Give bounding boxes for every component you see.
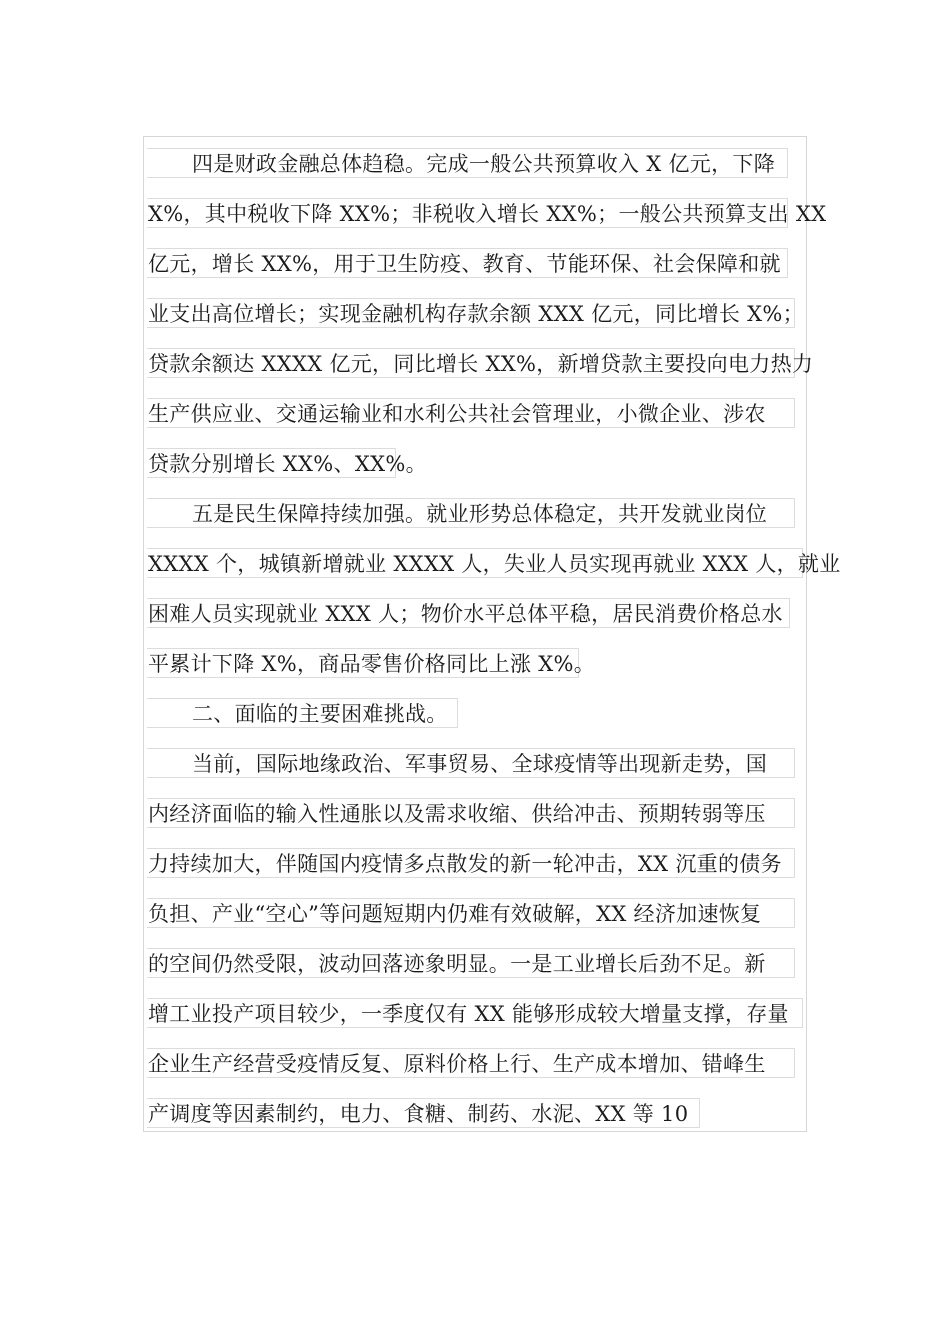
paragraph-line: X%，其中税收下降 XX%；非税收入增长 XX%；一般公共预算支出 XX bbox=[147, 198, 788, 228]
paragraph-line: 困难人员实现就业 XXX 人；物价水平总体平稳，居民消费价格总水 bbox=[147, 598, 790, 628]
paragraph-line: 产调度等因素制约，电力、食糖、制药、水泥、XX 等 10 bbox=[147, 1098, 700, 1128]
paragraph-line: 力持续加大，伴随国内疫情多点散发的新一轮冲击，XX 沉重的债务 bbox=[147, 848, 795, 878]
paragraph-line: 生产供应业、交通运输业和水利公共社会管理业，小微企业、涉农 bbox=[147, 398, 795, 428]
paragraph-line: 负担、产业“空心”等问题短期内仍难有效破解，XX 经济加速恢复 bbox=[147, 898, 795, 928]
paragraph-line: 四是财政金融总体趋稳。完成一般公共预算收入 X 亿元，下降 bbox=[147, 148, 788, 178]
paragraph-line: 平累计下降 X%，商品零售价格同比上涨 X%。 bbox=[147, 648, 579, 678]
paragraph-line: 业支出高位增长；实现金融机构存款余额 XXX 亿元，同比增长 X%； bbox=[147, 298, 795, 328]
paragraph-line: 内经济面临的输入性通胀以及需求收缩、供给冲击、预期转弱等压 bbox=[147, 798, 795, 828]
document-page bbox=[143, 136, 807, 1132]
section-heading: 二、面临的主要困难挑战。 bbox=[147, 698, 458, 728]
paragraph-line: 企业生产经营受疫情反复、原料价格上行、生产成本增加、错峰生 bbox=[147, 1048, 795, 1078]
paragraph-line: 的空间仍然受限，波动回落迹象明显。一是工业增长后劲不足。新 bbox=[147, 948, 795, 978]
paragraph-line: 五是民生保障持续加强。就业形势总体稳定，共开发就业岗位 bbox=[147, 498, 795, 528]
paragraph-line: 亿元，增长 XX%，用于卫生防疫、教育、节能环保、社会保障和就 bbox=[147, 248, 788, 278]
paragraph-line: 增工业投产项目较少，一季度仅有 XX 能够形成较大增量支撑，存量 bbox=[147, 998, 803, 1028]
paragraph-line: 贷款分别增长 XX%、XX%。 bbox=[147, 448, 396, 478]
paragraph-line: 当前，国际地缘政治、军事贸易、全球疫情等出现新走势，国 bbox=[147, 748, 795, 778]
paragraph-line: XXXX 个，城镇新增就业 XXXX 人，失业人员实现再就业 XXX 人，就业 bbox=[147, 548, 803, 578]
paragraph-line: 贷款余额达 XXXX 亿元，同比增长 XX%，新增贷款主要投向电力热力 bbox=[147, 348, 795, 378]
